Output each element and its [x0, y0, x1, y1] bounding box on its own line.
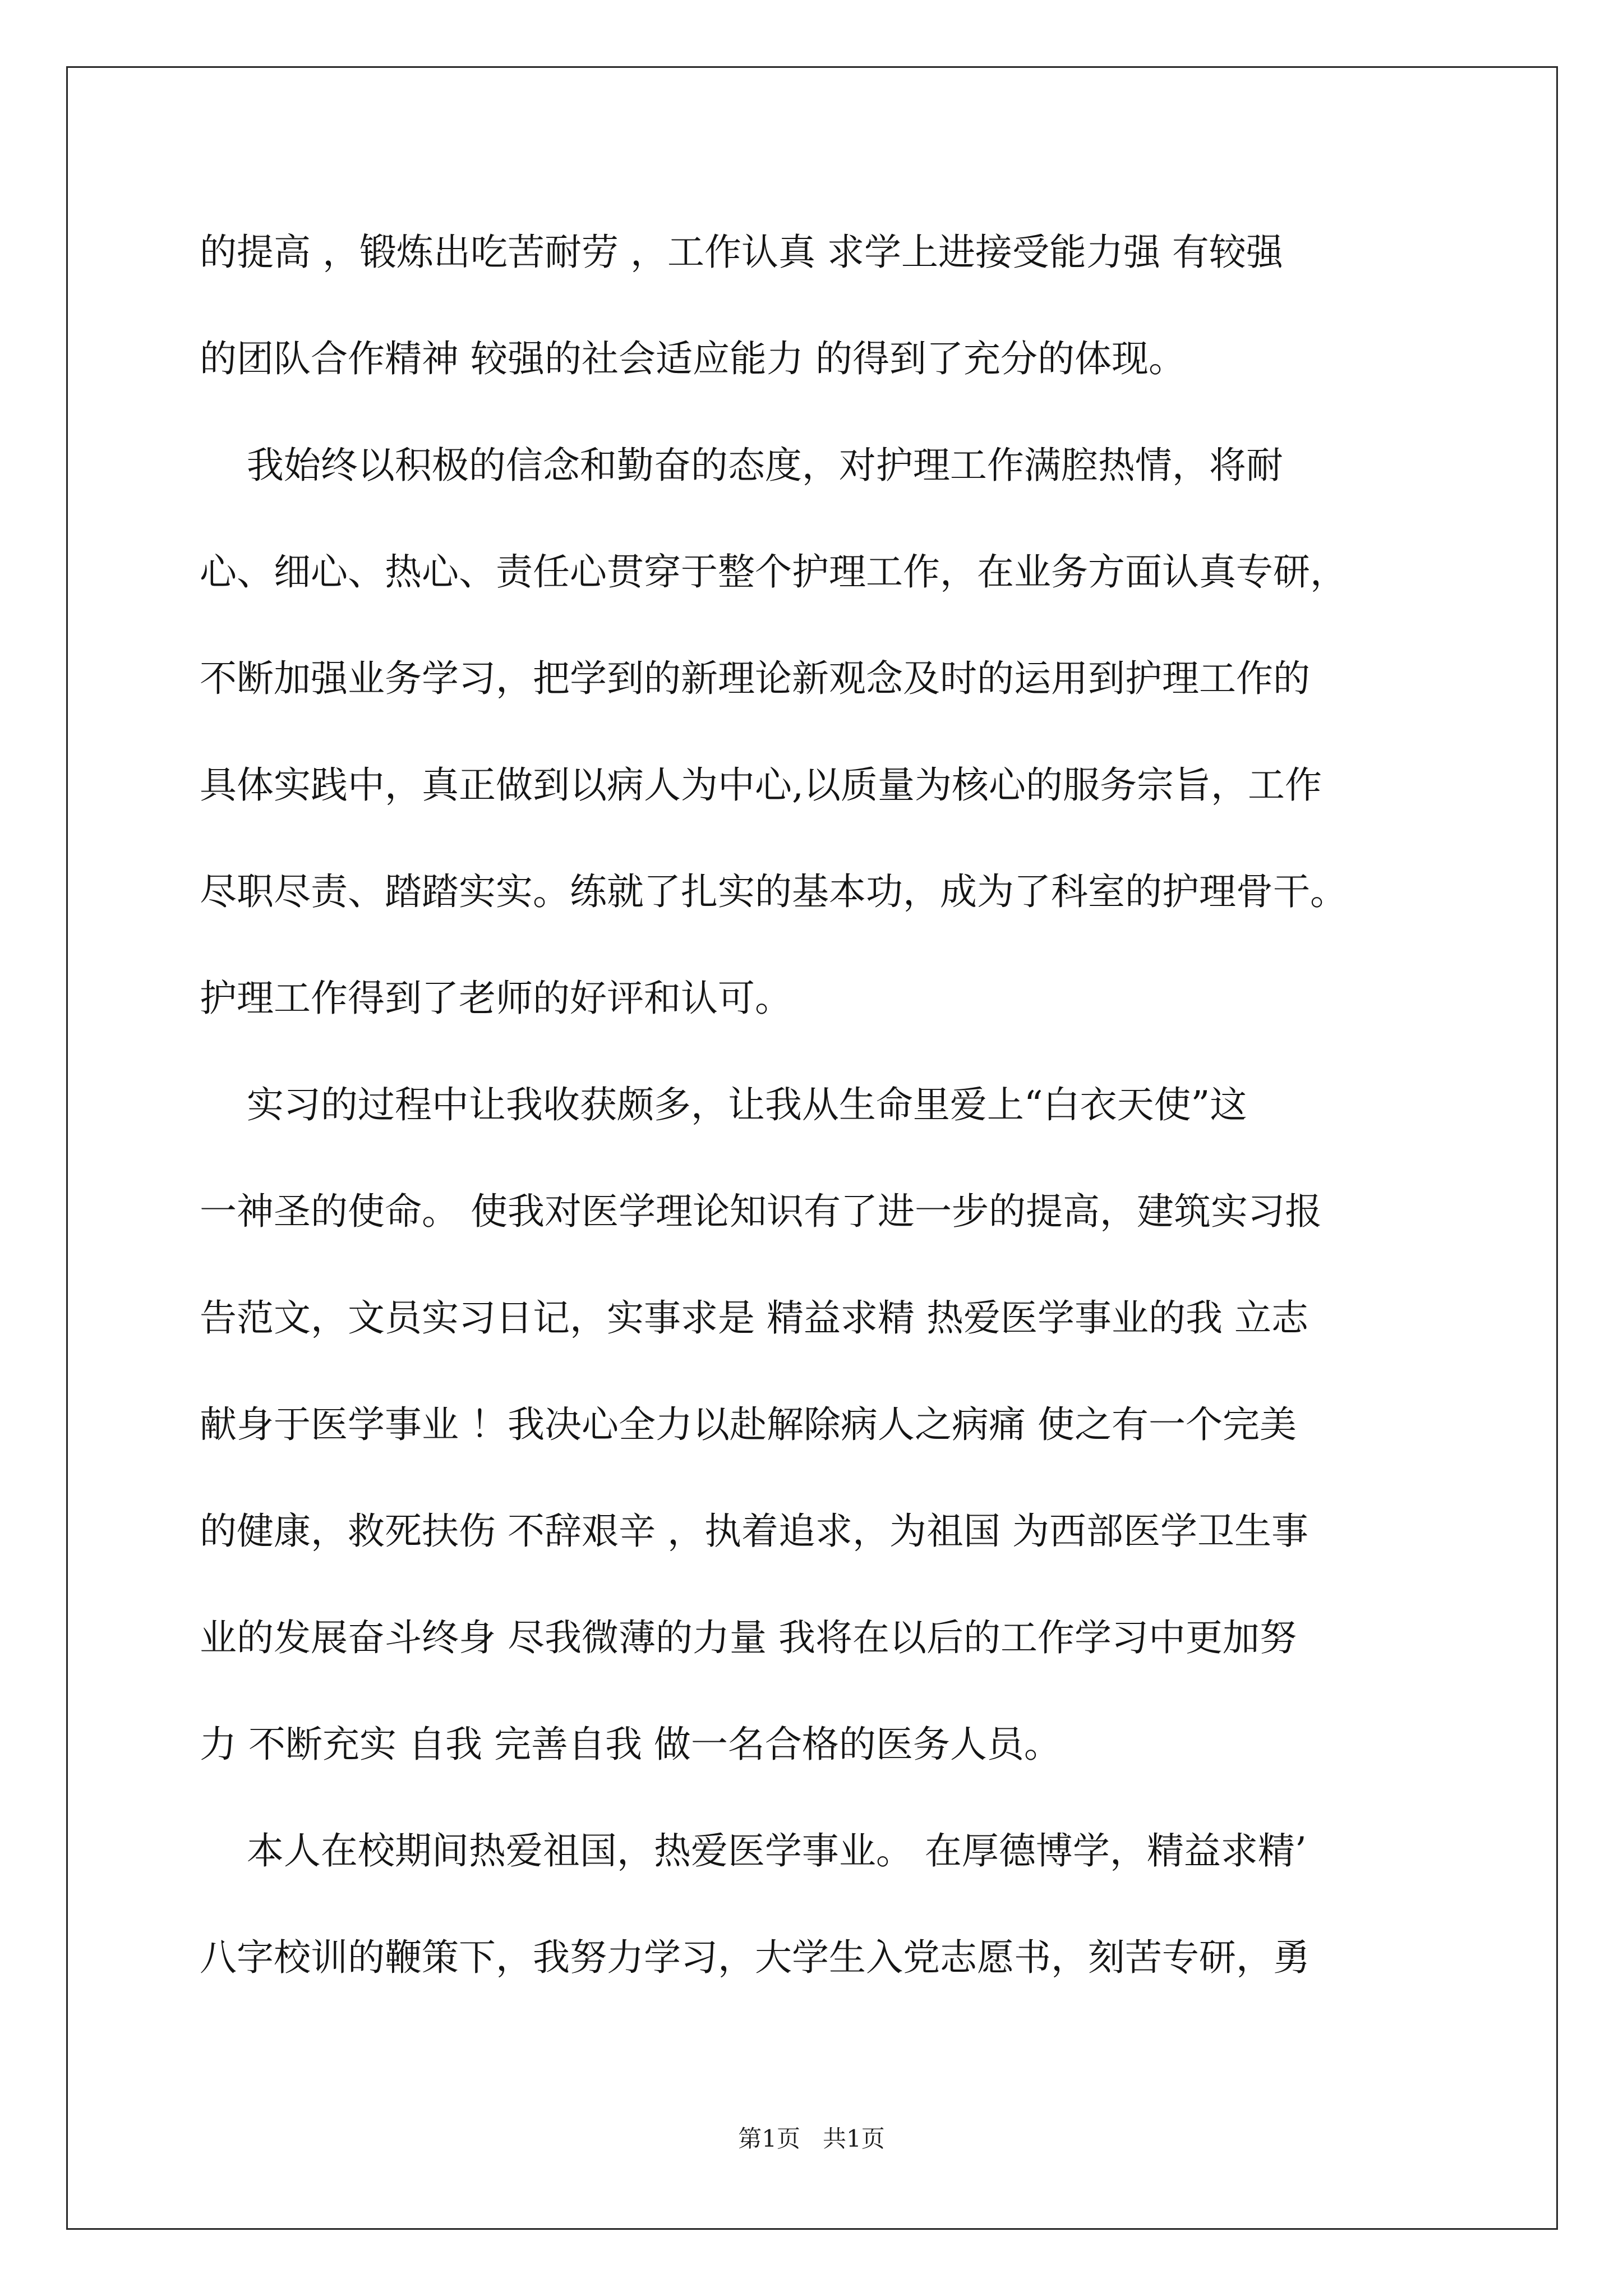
text-line-7: 尽职尽责、踏踏实实。练就了扎实的基本功，成为了科室的护理骨干。	[200, 870, 1347, 913]
text-line-17: 八字校训的鞭策下，我努力学习，大学生入党志愿书，刻苦专研，勇	[200, 1936, 1310, 1979]
page-footer: 第1页 共1页	[738, 2125, 885, 2152]
text-line-13: 的健康，救死扶伤 不辞艰辛 ，执着追求，为祖国 为西部医学卫生事	[200, 1510, 1308, 1553]
document-body	[200, 222, 1433, 2034]
text-line-4: 心、细心、热心、责任心贯穿于整个护理工作，在业务方面认真专研，	[200, 550, 1347, 593]
text-line-16: 本人在校期间热爱祖国，热爱医学事业。 在厚德博学，精益求精’	[200, 1829, 1307, 1872]
text-line-8: 护理工作得到了老师的好评和认可。	[200, 977, 792, 1020]
text-line-1: 的提高 ，锻炼出吃苦耐劳 ，工作认真 求学上进接受能力强 有较强	[200, 231, 1283, 274]
text-line-6: 具体实践中，真正做到以病人为中心,以质量为核心的服务宗旨，工作	[200, 763, 1322, 807]
text-line-14: 业的发展奋斗终身 尽我微薄的力量 我将在以后的工作学习中更加努	[200, 1616, 1297, 1659]
text-line-11: 告范文，文员实习日记，实事求是 精益求精 热爱医学事业的我 立志	[200, 1296, 1308, 1340]
text-line-10: 一神圣的使命。 使我对医学理论知识有了进一步的提高，建筑实习报	[200, 1190, 1322, 1233]
text-line-2: 的团队合作精神 较强的社会适应能力 的得到了充分的体现。	[200, 337, 1186, 380]
text-line-15: 力 不断充实 自我 完善自我 做一名合格的医务人员。	[200, 1723, 1061, 1766]
text-line-5: 不断加强业务学习，把学到的新理论新观念及时的运用到护理工作的	[200, 657, 1310, 700]
text-line-9: 实习的过程中让我收获颇多，让我从生命里爱上“白衣天使”这	[200, 1083, 1247, 1126]
text-line-12: 献身于医学事业 ！我决心全力以赴解除病人之病痛 使之有一个完美	[200, 1403, 1297, 1446]
text-line-3: 我始终以积极的信念和勤奋的态度，对护理工作满腔热情，将耐	[200, 444, 1283, 487]
